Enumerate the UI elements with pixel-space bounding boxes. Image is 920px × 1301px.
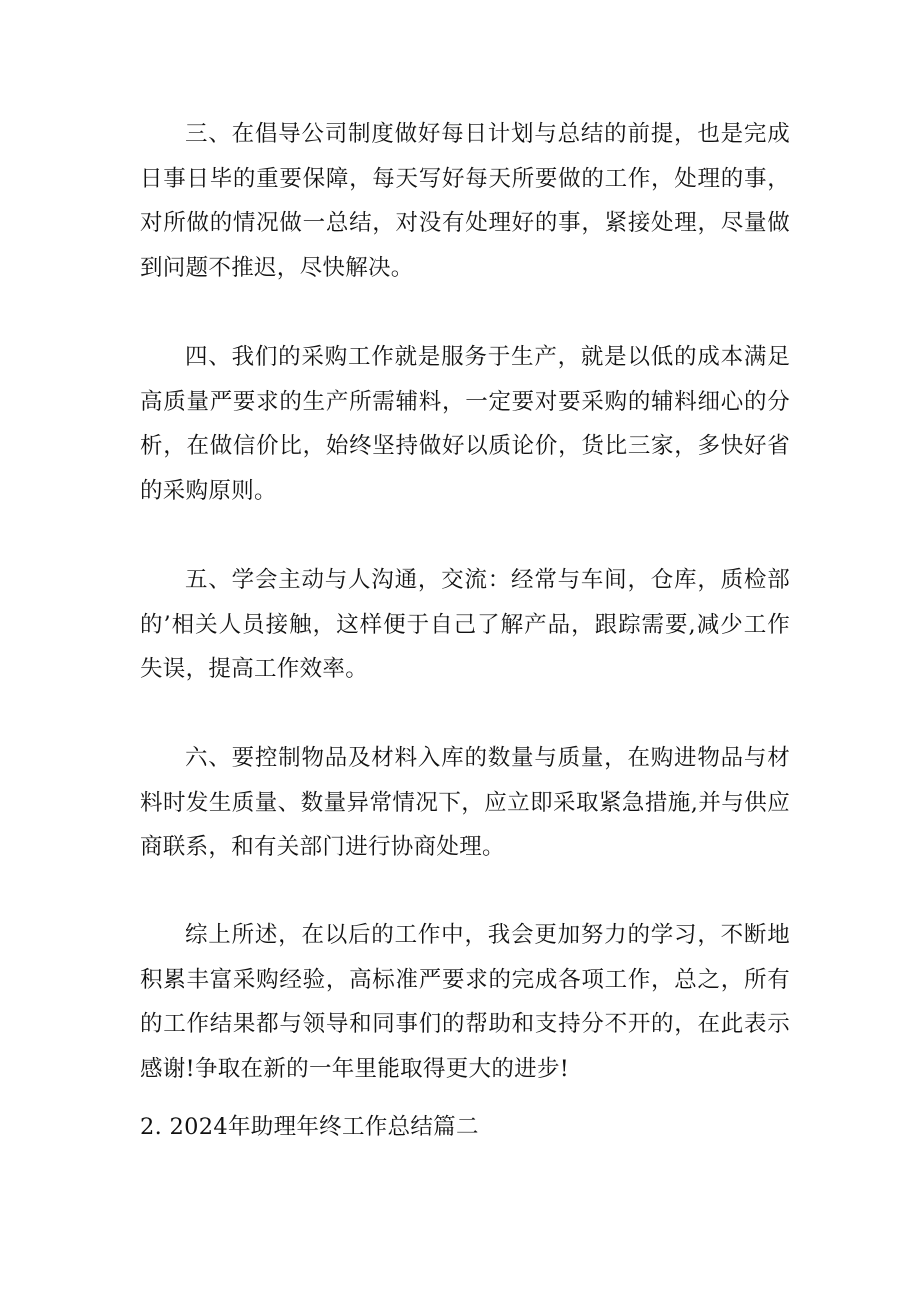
section-heading: 2. 2024年助理年终工作总结篇二 [140, 1114, 479, 1140]
paragraph-four: 四、我们的采购工作就是服务于生产，就是以低的成本满足高质量严要求的生产所需辅料，一定要对要采购的辅料细心的分析，在做信价比，始终坚持做好以质论价，货比三家，多快好省的采购原则。 [140, 344, 790, 504]
paragraph-summary: 综上所述，在以后的工作中，我会更加努力的学习，不断地积累丰富采购经验，高标准严要求的完成各项工作，总之，所有的工作结果都与领导和同事们的帮助和支持分不开的，在此表示感谢!争取在新的一年里能取得更大的进步! [140, 922, 790, 1082]
paragraph-six: 六、要控制物品及材料入库的数量与质量，在购进物品与材料时发生质量、数量异常情况下，应立即采取紧急措施,并与供应商联系，和有关部门进行协商处理。 [140, 745, 790, 861]
paragraph-three: 三、在倡导公司制度做好每日计划与总结的前提，也是完成日事日毕的重要保障，每天写好每天所要做的工作，处理的事，对所做的情况做一总结，对没有处理好的事，紧接处理，尽量做到问题不推迟，尽快解决。 [140, 121, 790, 281]
paragraph-five: 五、学会主动与人沟通，交流：经常与车间，仓库，质检部的’相关人员接触，这样便于自己了解产品，跟踪需要,减少工作失误，提高工作效率。 [140, 567, 790, 683]
